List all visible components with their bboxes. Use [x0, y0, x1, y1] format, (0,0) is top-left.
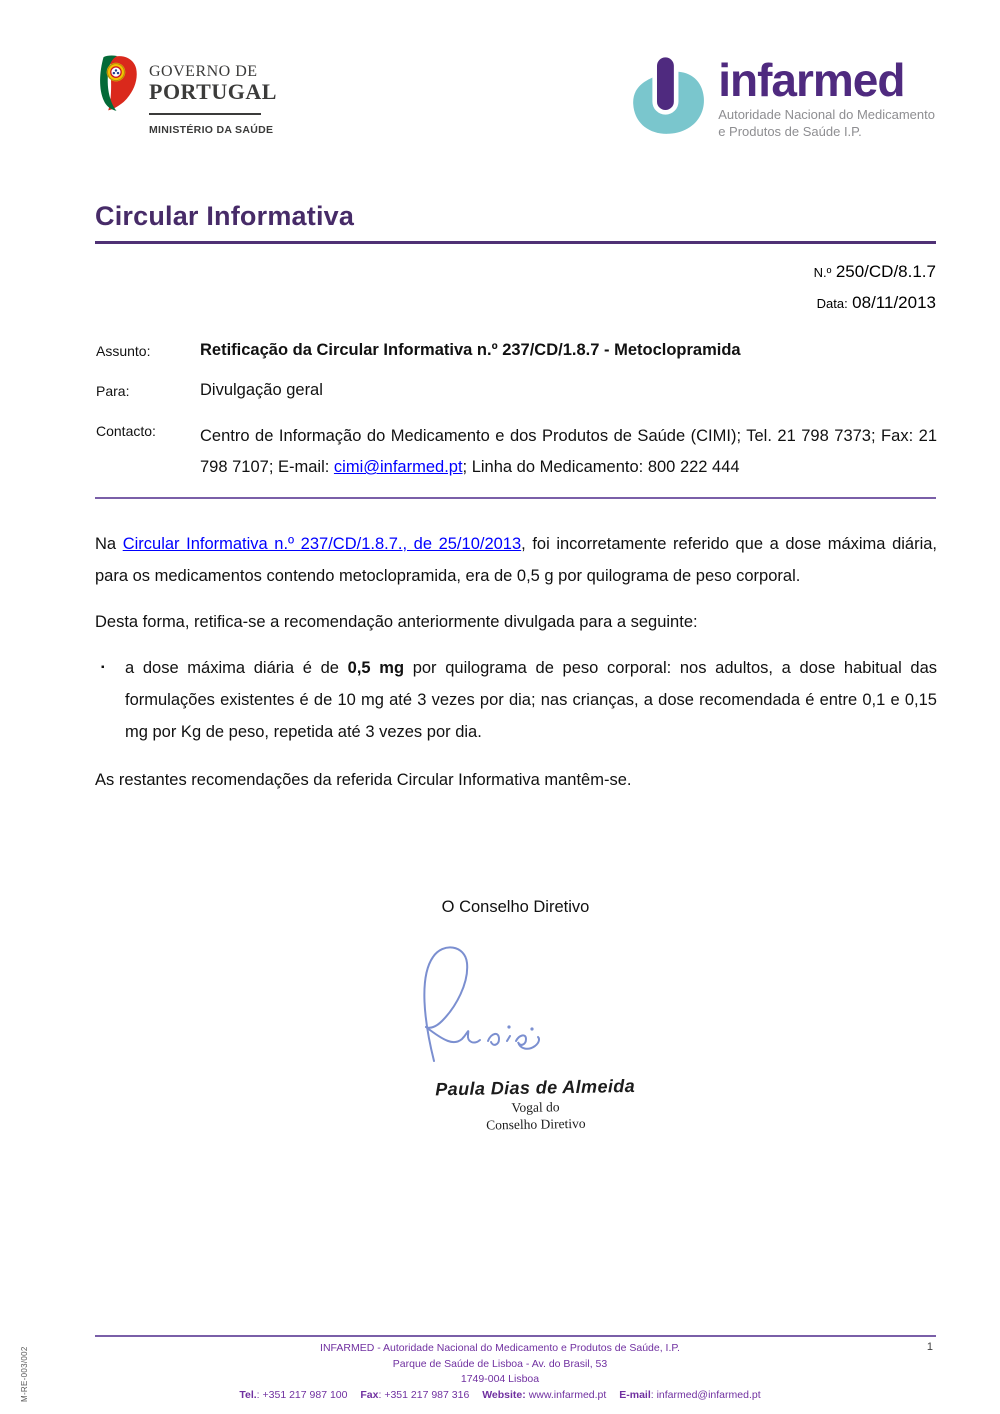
footer-website-value: www.infarmed.pt [525, 1388, 607, 1401]
gov-logo-line2: PORTUGAL [149, 79, 277, 104]
footer [0, 1341, 1000, 1403]
bullet-icon: ▪ [101, 662, 105, 673]
document-number-label: N.º [813, 265, 832, 280]
footer-tel-value: : +351 217 987 100 [256, 1388, 348, 1401]
gov-logo-divider [149, 113, 261, 115]
footer-fax-label: Fax [360, 1388, 379, 1401]
footer-divider [95, 1335, 936, 1337]
footer-email-value: : infarmed@infarmed.pt [650, 1388, 761, 1401]
portugal-flag-icon [95, 55, 139, 136]
assunto-label: Assunto: [96, 343, 151, 359]
footer-line1: INFARMED - Autoridade Nacional do Medicamento e Produtos de Saúde, I.P. [320, 1342, 680, 1354]
signatory-role-line1: Vogal do [511, 1099, 560, 1116]
paragraph-3: As restantes recomendações da referida Circular Informativa mantêm-se. [95, 771, 632, 789]
assunto-value: Retificação da Circular Informativa n.º 237/CD/1.8.7 - Metoclopramida [200, 341, 741, 359]
assunto-row [96, 341, 937, 360]
contacto-text-after: ; Linha do Medicamento: 800 222 444 [462, 458, 740, 476]
document-number-row [95, 257, 936, 288]
paragraph-2: Desta forma, retifica-se a recomendação anteriormente divulgada para a seguinte: [95, 613, 698, 631]
footer-line3: 1749-004 Lisboa [460, 1373, 540, 1385]
infarmed-wordmark: infarmed [718, 54, 905, 106]
paragraph-1-text: Na [95, 535, 123, 553]
signatory-role-line2: Conselho Diretivo [486, 1115, 586, 1133]
bullet-text-end: por quilograma de peso corporal: nos adultos, a dose habitual das formulações existentes é de 10 mg até 3 vezes por dia; nas crianças, a dose recomendada é entre 0,1 e 0,15 mg por Kg de peso, repetida até 3 vezes por dia. [125, 659, 938, 741]
template-code: M-RE-003/002 [20, 1346, 29, 1402]
page-title: Circular Informativa [95, 201, 936, 244]
signature-heading: O Conselho Diretivo [441, 898, 590, 916]
signature-stamp [95, 1071, 937, 1141]
paragraph-1 [95, 528, 937, 592]
gov-logo-ministry: MINISTÉRIO DA SAÚDE [149, 124, 274, 136]
gov-logo-line1: GOVERNO DE [149, 63, 258, 80]
footer-email-label: E-mail [619, 1388, 651, 1401]
document-number-value: 250/CD/8.1.7 [835, 262, 936, 281]
footer-tel-label: Tel. [239, 1388, 257, 1401]
circular-reference-link[interactable]: Circular Informativa n.º 237/CD/1.8.7., de 25/10/2013 [122, 535, 522, 553]
contacto-value [200, 421, 937, 483]
document-date-label: Data: [816, 296, 848, 311]
para-value: Divulgação geral [200, 381, 323, 399]
contacto-email-link[interactable]: cimi@infarmed.pt [333, 458, 463, 476]
document-date-row [95, 288, 936, 319]
bullet-text [125, 652, 937, 748]
signatory-name: Paula Dias de Almeida [435, 1075, 636, 1100]
footer-line2: Parque de Saúde de Lisboa - Av. do Brasil, 53 [392, 1357, 608, 1370]
footer-line4 [0, 1388, 1000, 1404]
governo-portugal-logo [95, 55, 277, 136]
signature-image [45, 943, 936, 1072]
infarmed-logo [630, 52, 935, 149]
paragraph-1-text-after: , foi incorretamente referido que a dose máxima diária, para os medicamentos contendo metoclopramida, era de 0,5 g por quilograma de peso corporal. [95, 535, 938, 585]
para-row [96, 381, 937, 400]
contacto-text: Centro de Informação do Medicamento e dos Produtos de Saúde (CIMI); Tel. 21 798 7373; Fax: 21 798 7107; E-mail: [200, 427, 937, 476]
infarmed-subtitle-line1: Autoridade Nacional do Medicamento [718, 107, 935, 122]
document-date-value: 08/11/2013 [852, 293, 936, 312]
bullet-item [95, 652, 937, 748]
footer-fax-value: : +351 217 987 316 [378, 1388, 470, 1401]
section-divider [95, 497, 936, 499]
infarmed-logo-icon [630, 52, 708, 149]
bullet-text-start: a dose máxima diária é de [125, 659, 348, 677]
para-label: Para: [96, 383, 130, 399]
contacto-row [96, 421, 937, 483]
bullet-dose-bold: 0,5 mg [347, 659, 405, 677]
infarmed-subtitle-line2: e Produtos de Saúde I.P. [718, 124, 862, 139]
footer-website-label: Website: [482, 1388, 526, 1401]
contacto-label: Contacto: [96, 423, 156, 439]
page-number: 1 [926, 1341, 933, 1353]
